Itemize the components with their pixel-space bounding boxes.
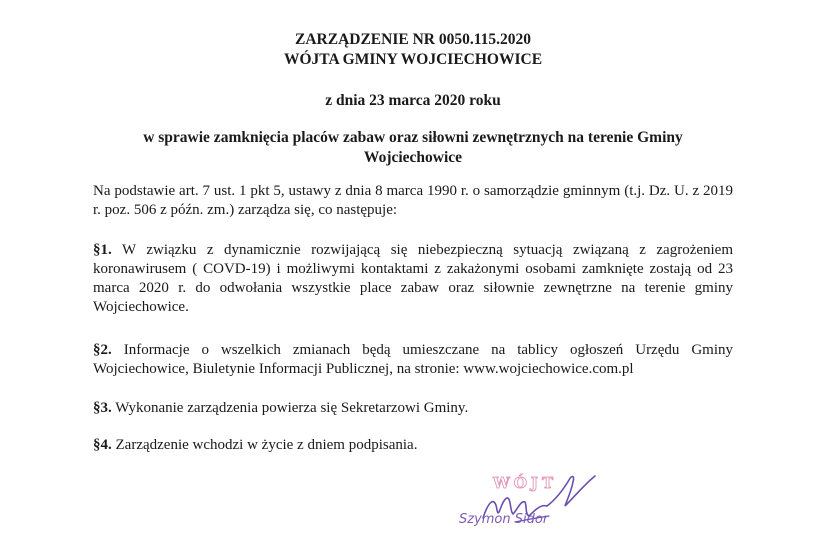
stamp-title: WÓJT bbox=[493, 474, 558, 492]
document-date: z dnia 23 marca 2020 roku bbox=[325, 92, 501, 109]
document-issuer: WÓJTA GMINY WOJCIECHOWICE bbox=[283, 51, 543, 68]
paragraph-label: §3. bbox=[93, 400, 112, 416]
paragraph-text: Informacje o wszelkich zmianach będą umieszczane na tablicy ogłoszeń Urzędu Gminy Wojciechowice, Biuletynie Informacji Publicznej, na stronie: www.wojciechowice.com.pl bbox=[93, 342, 733, 377]
paragraph-text: Wykonanie zarządzenia powierza się Sekretarzowi Gminy. bbox=[111, 400, 469, 416]
paragraph-3 bbox=[93, 399, 733, 418]
paragraph-label: §1. bbox=[93, 242, 112, 258]
legal-basis-paragraph: Na podstawie art. 7 ust. 1 pkt 5, ustawy z dnia 8 marca 1990 r. o samorządzie gminnym (t.j. Dz. U. z 2019 r. poz. 506 z późn. zm.) zarządza się, co następuje: bbox=[93, 183, 733, 218]
paragraph-text: W związku z dynamicznie rozwijającą się niebezpieczną sytuacją związaną z zagrożeniem koronawirusem ( COVD-19) i możliwymi kontaktami z zakażonymi osobami zamknięte zostają od 23 marca 2020 r. do odwołania wszystkie place zabaw oraz siłownie zewnętrzne na terenie gminy Wojciechowice. bbox=[93, 242, 733, 315]
paragraph-label: §2. bbox=[93, 342, 112, 358]
paragraph-text: Zarządzenie wchodzi w życie z dniem podpisania. bbox=[111, 437, 418, 453]
paragraph-2 bbox=[93, 341, 733, 379]
stamp-name: Szymon Sidor bbox=[459, 512, 549, 527]
paragraph-4 bbox=[93, 436, 733, 455]
paragraph-label: §4. bbox=[93, 437, 112, 453]
signature-stamp bbox=[455, 470, 625, 540]
handwritten-signature bbox=[455, 470, 625, 540]
document-title: ZARZĄDZENIE NR 0050.115.2020 bbox=[295, 31, 531, 48]
paragraph-1 bbox=[93, 241, 733, 317]
document-subject: w sprawie zamknięcia placów zabaw oraz siłowni zewnętrznych na terenie Gminy Wojciechowice bbox=[143, 129, 683, 166]
